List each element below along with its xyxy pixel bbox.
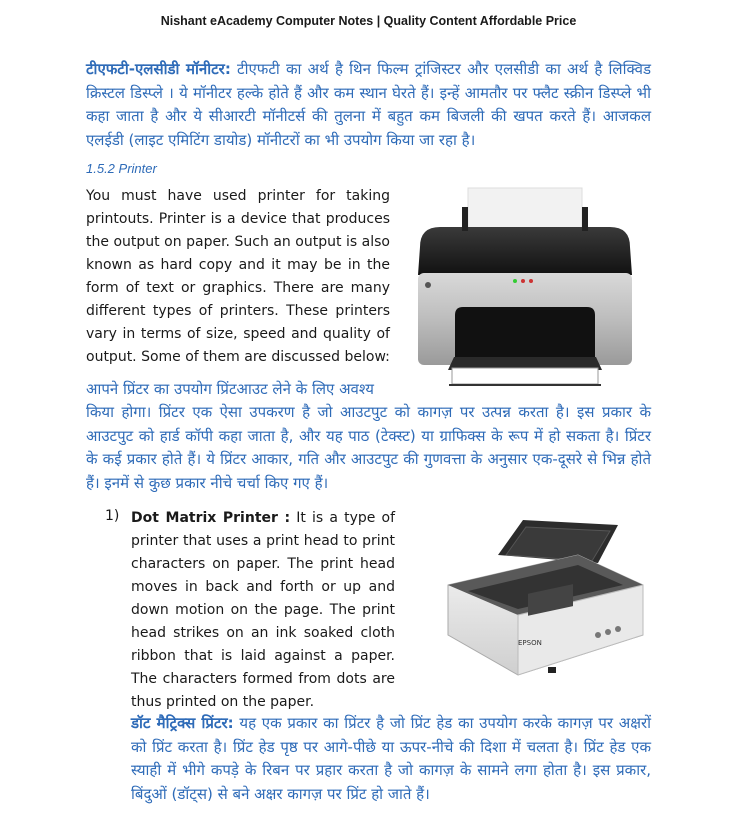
page-header: Nishant eAcademy Computer Notes | Quality Content Affordable Price bbox=[160, 14, 577, 28]
dot-matrix-hindi-paragraph bbox=[131, 712, 651, 806]
inkjet-printer-image bbox=[400, 185, 650, 390]
dot-matrix-text: It is a type of printer that uses a print head to print characters on paper. The print head moves in back and forth or up and down motion on the page. The print head strikes on an ink soaked cloth ribbon that is laid against a paper. The characters formed from dots are thus printed on the paper. bbox=[131, 510, 395, 710]
dot-matrix-english-paragraph bbox=[131, 507, 395, 714]
tft-paragraph bbox=[86, 58, 651, 152]
list-number: 1) bbox=[105, 508, 120, 524]
printer-brand-label: EPSON bbox=[518, 639, 542, 647]
tft-text: टीएफटी का अर्थ है थिन फिल्म ट्रांजिस्टर और एलसीडी का अर्थ है लिक्विड क्रिस्टल डिस्प्ले । ये मॉनीटर हल्के होते हैं और कम स्थान घेरते हैं। इन्हें आमतौर पर फ्लैट स्क्रीन डिस्प्ले भी कहा जाता है और ये सीआरटी मॉनीटर्स की तुलना में बहुत कम बिजली की खपत करते हैं। आजकल एलईडी (लाइट एमिटिंग डायोड) मॉनीटरों का भी उपयोग किया जा रहा है। bbox=[86, 60, 652, 149]
dot-matrix-title: Dot Matrix Printer : bbox=[131, 510, 291, 526]
printer-subheading: 1.5.2 Printer bbox=[86, 161, 157, 176]
dot-matrix-hindi-text: यह एक प्रकार का प्रिंटर है जो प्रिंट हेड का उपयोग करके कागज़ पर अक्षरों को प्रिंट करता है। प्रिंट हेड पृष्ठ पर आगे-पीछे या ऊपर-नीचे की दिशा में चलता है। प्रिंट हेड एक स्याही में भीगे कपड़े के रिबन पर प्रहार करता है जो कागज़ के सामने लगा होता है। इस प्रकार, बिंदुओं (डॉट्स) से बने अक्षर कागज़ पर प्रिंट हो जाते हैं। bbox=[131, 714, 651, 803]
tft-heading: टीएफटी-एलसीडी मॉनीटर: bbox=[86, 60, 231, 78]
dot-matrix-printer-image bbox=[428, 515, 654, 685]
dot-matrix-hindi-title: डॉट मैट्रिक्स प्रिंटर: bbox=[131, 714, 234, 732]
printer-hindi-line1: आपने प्रिंटर का उपयोग प्रिंटआउट लेने के लिए अवश्य bbox=[86, 380, 374, 398]
printer-english-paragraph: You must have used printer for taking printouts. Printer is a device that produces the output on paper. Such an output is also known as hard copy and it may be in the form of text or graphics. There are many different types of printers. These printers vary in terms of size, speed and quality of output. Some of them are discussed below: bbox=[86, 188, 390, 365]
printer-hindi-rest: किया होगा। प्रिंटर एक ऐसा उपकरण है जो आउटपुट को कागज़ पर उत्पन्न करता है। इस प्रकार के आउटपुट को हार्ड कॉपी कहा जाता है, और यह पाठ (टेक्स्ट) या ग्राफिक्स के रूप में हो सकता है। प्रिंटर के कई प्रकार होते हैं। ये प्रिंटर आकार, गति और आउटपुट की गुणवत्ता के अनुसार एक-दूसरे से भिन्न होते हैं। इनमें से कुछ प्रकार नीचे चर्चा किए गए हैं। bbox=[86, 403, 651, 492]
